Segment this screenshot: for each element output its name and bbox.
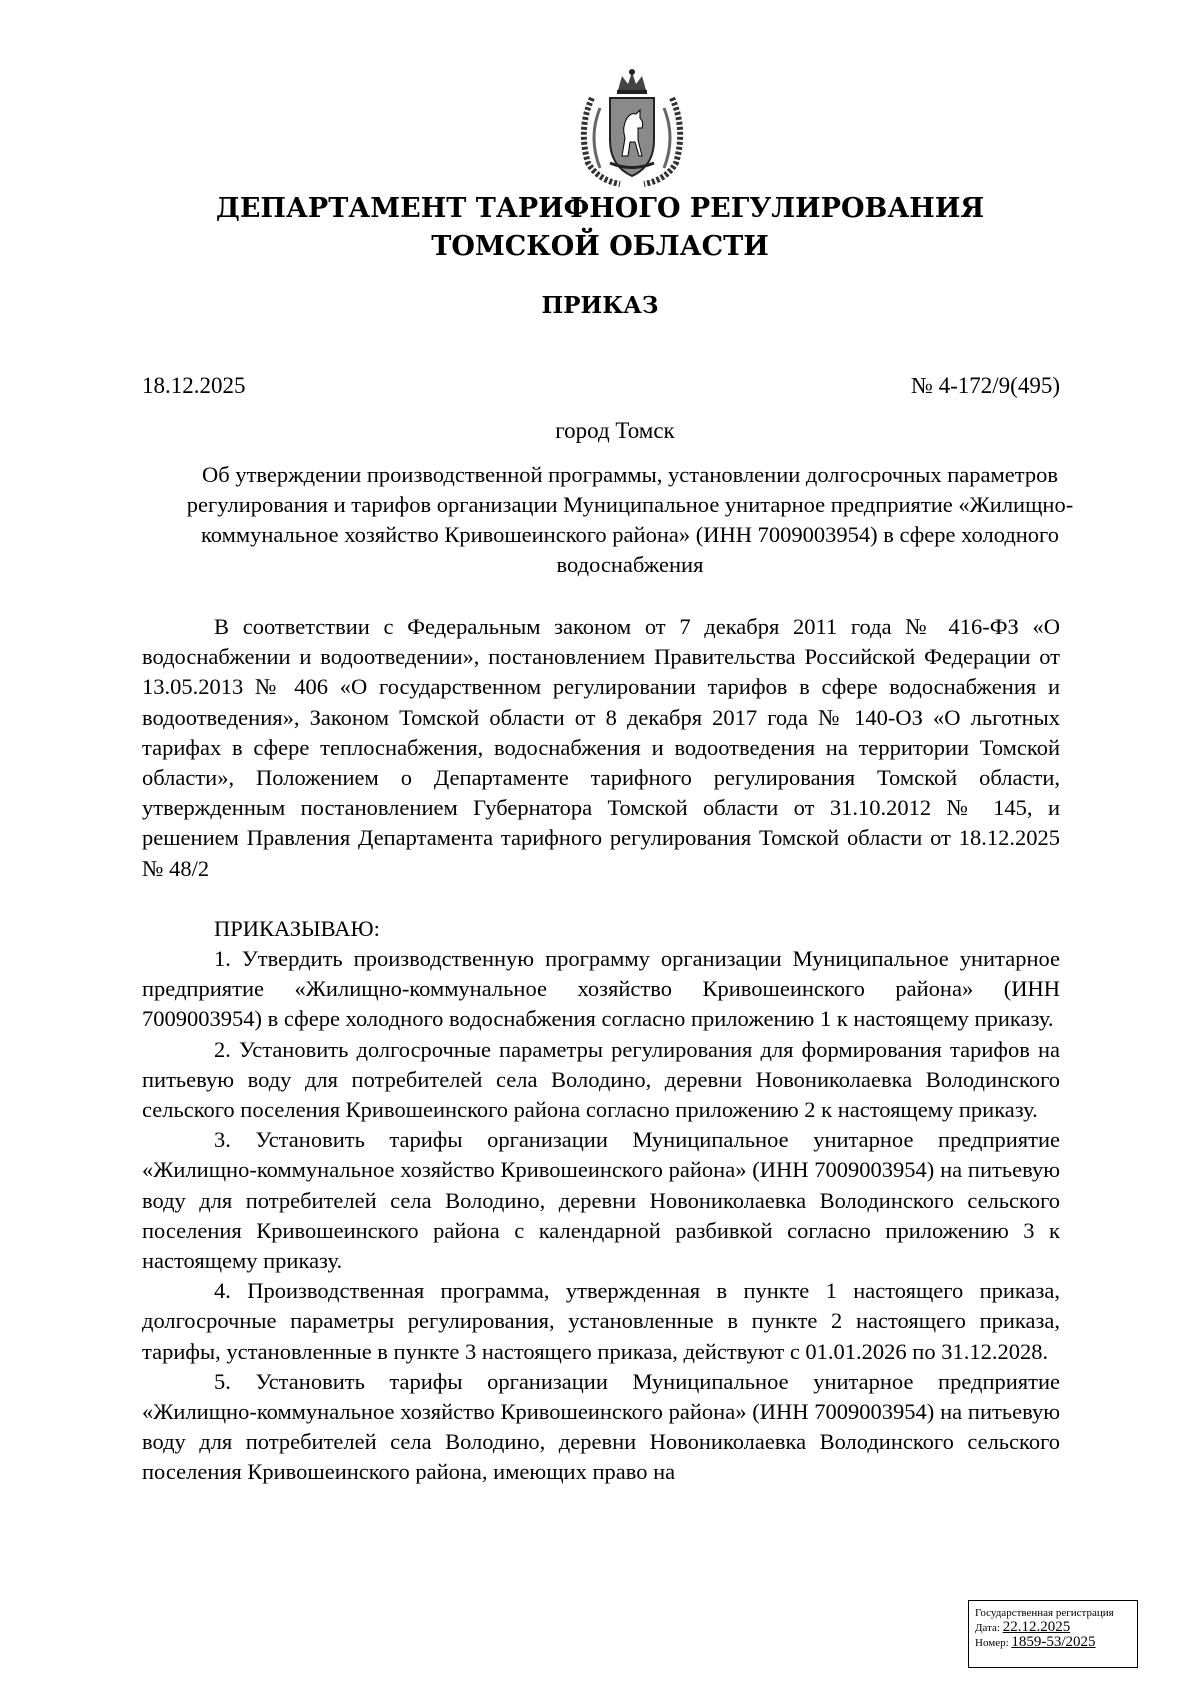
registration-date: 22.12.2025 [1002, 1619, 1071, 1635]
order-word: ПРИКАЗЫВАЮ: [214, 915, 380, 941]
order-body [142, 612, 1060, 1488]
order-item-3: 3. Установить тарифы организации Муниципальное унитарное предприятие «Жилищно-коммунальное хозяйство Кривошеинского района» (ИНН 7009003954) на питьевую воду для потребителей села Володино, деревни Новониколаевка Володинского сельского поселения Кривошеинского района с календарной разбивкой согласно приложению 3 к настоящему приказу. [142, 1127, 1060, 1274]
order-subject: Об утверждении производственной программы, установлении долгосрочных параметров регулирования и тарифов организации Муниципальное унитарное предприятие «Жилищно-коммунальное хозяйство Кривошеинского района» (ИНН 7009003954) в сфере холодного водоснабжения [186, 462, 1074, 577]
order-date: 18.12.2025 [142, 373, 246, 398]
registration-number-label: Номер: [975, 1637, 1009, 1649]
order-item-2: 2. Установить долгосрочные параметры регулирования для формирования тарифов на питьевую воду для потребителей села Володино, деревни Новониколаевка Володинского сельского поселения Кривошеинского района согласно приложению 2 к настоящему приказу. [142, 1036, 1060, 1123]
registration-date-label: Дата: [975, 1622, 1000, 1634]
department-line-1: ДЕПАРТАМЕНТ ТАРИФНОГО РЕГУЛИРОВАНИЯ [215, 193, 985, 224]
order-city: город Томск [555, 418, 675, 443]
registration-number: 1859-53/2025 [1011, 1634, 1096, 1650]
order-number: № 4-172/9(495) [910, 373, 1060, 398]
order-item-5: 5. Установить тарифы организации Муниципальное унитарное предприятие «Жилищно-коммунальное хозяйство Кривошеинского района» (ИНН 7009003954) на питьевую воду для потребителей села Володино, деревни Новониколаевка Володинского сельского поселения Кривошеинского района, имеющих право на [142, 1368, 1060, 1485]
department-line-2: ТОМСКОЙ ОБЛАСТИ [431, 231, 769, 262]
department-name [0, 190, 1200, 266]
order-item-4: 4. Производственная программа, утвержденная в пункте 1 настоящего приказа, долгосрочные параметры регулирования, установленные в пункте 2 настоящего приказа, тарифы, установленные в пункте 3 настоящего приказа, действуют с 01.01.2026 по 31.12.2028. [142, 1278, 1060, 1364]
coat-of-arms-icon [570, 68, 694, 190]
preamble: В соответствии с Федеральным законом от 7 декабря 2011 года № 416-ФЗ «О водоснабжении и водоотведении», постановлением Правительства Российской Федерации от 13.05.2013 № 406 «О государственном регулировании тарифов в сфере водоснабжения и водоотведения», Законом Томской области от 8 декабря 2017 года № 140-ОЗ «О льготных тарифах в сфере теплоснабжения, водоснабжения и водоотведения на территории Томской области», Положением о Департаменте тарифного регулирования Томской области, утвержденным постановлением Губернатора Томской области от 31.10.2012 № 145, и решением Правления Департамента тарифного регулирования Томской области от 18.12.2025 № 48/2 [142, 614, 1060, 881]
registration-label: Государственная регистрация [975, 1607, 1114, 1619]
order-item-1: 1. Утвердить производственную программу организации Муниципальное унитарное предприятие «Жилищно-коммунальное хозяйство Кривошеинского района» (ИНН 7009003954) в сфере холодного водоснабжения согласно приложению 1 к настоящему приказу. [142, 946, 1060, 1032]
doc-type: ПРИКАЗ [541, 292, 659, 319]
registration-stamp [968, 1600, 1138, 1668]
